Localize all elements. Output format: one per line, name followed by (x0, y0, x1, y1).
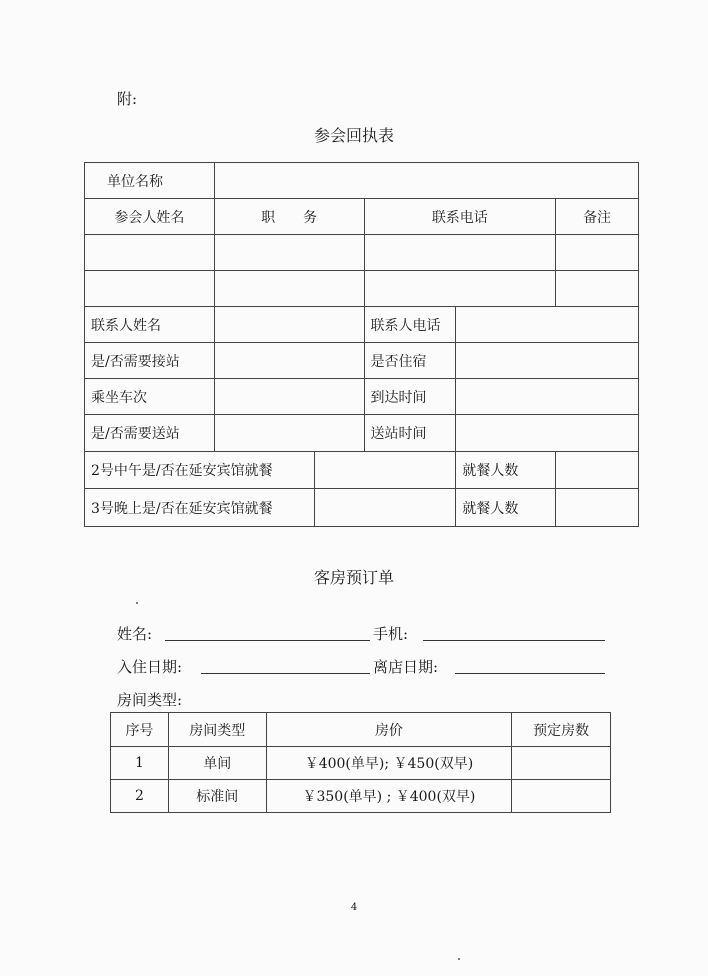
remarks-cell[interactable] (556, 271, 639, 307)
contact-phone-label: 联系人电话 (364, 307, 456, 343)
dinner-day3-count-label: 就餐人数 (456, 489, 556, 527)
phone-cell[interactable] (364, 235, 556, 271)
checkout-input-line[interactable] (455, 673, 605, 674)
need-dropoff-field[interactable] (214, 415, 364, 452)
contact-name-label: 联系人姓名 (85, 307, 215, 343)
arrival-time-label: 到达时间 (364, 379, 456, 415)
lunch-day2-field[interactable] (314, 452, 456, 489)
dropoff-time-field[interactable] (456, 415, 639, 452)
registration-form-table (84, 162, 639, 527)
unit-name-label: 单位名称 (85, 163, 215, 199)
dinner-day3-count-field[interactable] (556, 489, 639, 527)
need-dropoff-label: 是/否需要送站 (85, 415, 215, 452)
table-row (111, 780, 611, 813)
scan-speck (136, 602, 138, 604)
position-cell[interactable] (214, 235, 364, 271)
attachment-label: 附: (117, 90, 138, 108)
train-label: 乘坐车次 (85, 379, 215, 415)
row-booked-rooms-field[interactable] (512, 780, 611, 813)
remarks-header: 备注 (556, 199, 639, 235)
row-no: 2 (111, 780, 169, 813)
attendee-name-cell[interactable] (85, 271, 215, 307)
position-header: 职 务 (214, 199, 364, 235)
arrival-time-field[interactable] (456, 379, 639, 415)
attendee-name-cell[interactable] (85, 235, 215, 271)
row-price: ￥400(单早); ￥450(双早) (266, 747, 512, 780)
train-field[interactable] (214, 379, 364, 415)
lunch-day2-count-label: 就餐人数 (456, 452, 556, 489)
checkin-label: 入住日期: (117, 658, 183, 676)
contact-phone-field[interactable] (456, 307, 639, 343)
table-row (111, 747, 611, 780)
need-lodging-field[interactable] (456, 343, 639, 379)
row-booked-rooms-field[interactable] (512, 747, 611, 780)
attendee-name-header: 参会人姓名 (85, 199, 215, 235)
booked-rooms-header: 预定房数 (512, 713, 611, 747)
phone-cell[interactable] (364, 271, 556, 307)
need-pickup-field[interactable] (214, 343, 364, 379)
dinner-day3-field[interactable] (314, 489, 456, 527)
room-booking-table (110, 712, 611, 813)
checkout-label: 离店日期: (373, 658, 439, 676)
row-no: 1 (111, 747, 169, 780)
scan-speck (458, 958, 460, 960)
name-input-line[interactable] (165, 640, 370, 641)
remarks-cell[interactable] (556, 235, 639, 271)
mobile-input-line[interactable] (423, 640, 605, 641)
checkin-input-line[interactable] (201, 673, 370, 674)
row-room-type: 标准间 (168, 780, 266, 813)
lunch-day2-label: 2号中午是/否在延安宾馆就餐 (85, 452, 315, 489)
mobile-label: 手机: (373, 625, 409, 643)
form-title-room-booking: 客房预订单 (313, 568, 394, 587)
dropoff-time-label: 送站时间 (364, 415, 456, 452)
need-lodging-label: 是否住宿 (364, 343, 456, 379)
lunch-day2-count-field[interactable] (556, 452, 639, 489)
row-price: ￥350(单早) ; ￥400(双早) (266, 780, 512, 813)
name-label: 姓名: (117, 625, 153, 643)
dinner-day3-label: 3号晚上是/否在延安宾馆就餐 (85, 489, 315, 527)
phone-header: 联系电话 (364, 199, 556, 235)
price-header: 房价 (266, 713, 512, 747)
row-room-type: 单间 (168, 747, 266, 780)
unit-name-field[interactable] (214, 163, 638, 199)
form-title-registration: 参会回执表 (313, 126, 394, 145)
room-type-label: 房间类型: (117, 691, 183, 709)
room-type-header: 房间类型 (168, 713, 266, 747)
no-header: 序号 (111, 713, 169, 747)
need-pickup-label: 是/否需要接站 (85, 343, 215, 379)
page-number: 4 (350, 902, 358, 913)
contact-name-field[interactable] (214, 307, 364, 343)
position-cell[interactable] (214, 271, 364, 307)
